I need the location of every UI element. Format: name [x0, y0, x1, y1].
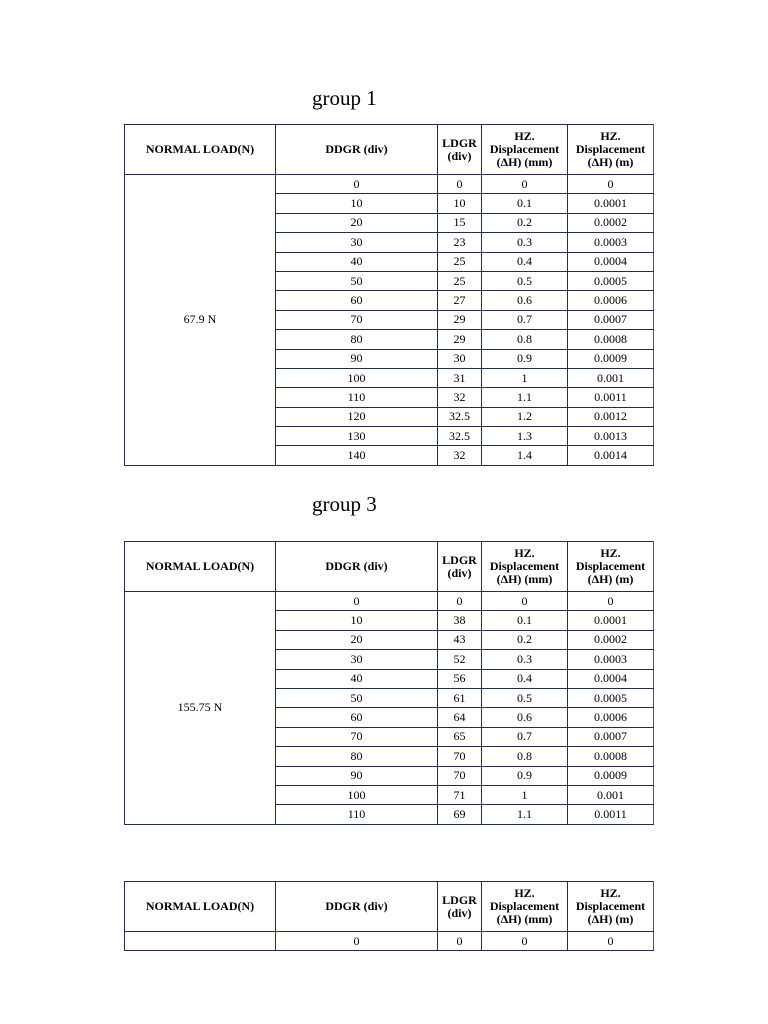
table-cell: 0	[568, 592, 654, 611]
column-header: LDGR (div)	[438, 542, 482, 592]
table-cell: 0	[438, 932, 482, 951]
table-cell: 10	[276, 611, 438, 630]
table-cell: 130	[276, 427, 438, 446]
table-cell: 0	[438, 592, 482, 611]
table-cell: 0.0002	[568, 213, 654, 232]
table-cell: 0	[482, 932, 568, 951]
table-cell: 100	[276, 785, 438, 804]
table-cell: 0	[276, 175, 438, 194]
table-cell: 0.0006	[568, 291, 654, 310]
table-cell: 0.7	[482, 310, 568, 329]
table-cell: 32	[438, 446, 482, 465]
header-row	[125, 542, 654, 592]
table-cell: 0.4	[482, 669, 568, 688]
table-cell: 1.2	[482, 407, 568, 426]
table-cell: 25	[438, 252, 482, 271]
table-cell: 0.0004	[568, 252, 654, 271]
column-header: HZ. Displacement (ΔH) (m)	[568, 542, 654, 592]
table-cell: 0.0003	[568, 233, 654, 252]
table-cell: 0.3	[482, 233, 568, 252]
table-cell: 40	[276, 252, 438, 271]
table-cell: 110	[276, 805, 438, 824]
table-cell: 1.3	[482, 427, 568, 446]
table-cell: 32.5	[438, 427, 482, 446]
table-cell: 50	[276, 688, 438, 707]
table-cell: 0.0009	[568, 766, 654, 785]
table-cell: 100	[276, 368, 438, 387]
table-cell: 0.0011	[568, 388, 654, 407]
column-header: LDGR (div)	[438, 882, 482, 932]
table-cell: 0	[568, 932, 654, 951]
table-cell: 0.0001	[568, 194, 654, 213]
table-cell: 120	[276, 407, 438, 426]
table-cell: 0	[482, 592, 568, 611]
table-cell: 1	[482, 368, 568, 387]
table-cell: 0.0003	[568, 650, 654, 669]
table-cell: 70	[438, 747, 482, 766]
table-cell: 29	[438, 310, 482, 329]
table-cell: 15	[438, 213, 482, 232]
column-header: HZ. Displacement (ΔH) (mm)	[482, 882, 568, 932]
table-cell: 0.0013	[568, 427, 654, 446]
table-cell: 0.0005	[568, 688, 654, 707]
table-cell: 0.0007	[568, 310, 654, 329]
table-cell: 0.0011	[568, 805, 654, 824]
table-cell: 38	[438, 611, 482, 630]
data-table	[124, 124, 654, 466]
table-row	[125, 592, 654, 611]
table-cell: 0.7	[482, 727, 568, 746]
table-cell: 0	[438, 175, 482, 194]
table-cell: 60	[276, 291, 438, 310]
table-cell: 0.0008	[568, 330, 654, 349]
table-cell: 0.0002	[568, 630, 654, 649]
table-cell: 80	[276, 747, 438, 766]
table-cell: 27	[438, 291, 482, 310]
table-cell: 0.2	[482, 630, 568, 649]
table-cell: 0.1	[482, 611, 568, 630]
table-cell: 0.0007	[568, 727, 654, 746]
table-cell: 0.9	[482, 349, 568, 368]
table-cell: 0	[276, 932, 438, 951]
table-cell: 0	[482, 175, 568, 194]
table-cell: 50	[276, 271, 438, 290]
table-cell: 0.9	[482, 766, 568, 785]
table-cell: 10	[276, 194, 438, 213]
header-row	[125, 882, 654, 932]
table-cell: 56	[438, 669, 482, 688]
table-cell: 71	[438, 785, 482, 804]
table-cell: 40	[276, 669, 438, 688]
column-header: HZ. Displacement (ΔH) (m)	[568, 125, 654, 175]
table-cell: 0.0008	[568, 747, 654, 766]
column-header: HZ. Displacement (ΔH) (m)	[568, 882, 654, 932]
table-cell: 1.1	[482, 388, 568, 407]
table-cell: 69	[438, 805, 482, 824]
table-cell: 0.001	[568, 785, 654, 804]
table-cell: 110	[276, 388, 438, 407]
table-cell: 140	[276, 446, 438, 465]
table-cell: 0.0009	[568, 349, 654, 368]
table-cell: 64	[438, 708, 482, 727]
column-header: DDGR (div)	[276, 882, 438, 932]
table-cell: 30	[276, 233, 438, 252]
table-cell: 0.001	[568, 368, 654, 387]
table-cell: 52	[438, 650, 482, 669]
table-cell: 0.8	[482, 747, 568, 766]
table-cell: 43	[438, 630, 482, 649]
normal-load-cell: 155.75 N	[125, 592, 276, 825]
column-header: NORMAL LOAD(N)	[125, 882, 276, 932]
table-cell: 0.0004	[568, 669, 654, 688]
table-row	[125, 175, 654, 194]
table-cell: 1	[482, 785, 568, 804]
column-header: HZ. Displacement (ΔH) (mm)	[482, 125, 568, 175]
table-cell: 0.5	[482, 688, 568, 707]
column-header: DDGR (div)	[276, 125, 438, 175]
table-cell: 29	[438, 330, 482, 349]
column-header: DDGR (div)	[276, 542, 438, 592]
table-cell: 0.5	[482, 271, 568, 290]
table-cell: 0	[568, 175, 654, 194]
table-cell: 0.4	[482, 252, 568, 271]
table-cell: 0.1	[482, 194, 568, 213]
table-cell: 61	[438, 688, 482, 707]
table-title: group 3	[312, 492, 377, 516]
table-cell: 90	[276, 766, 438, 785]
table-cell: 0.0014	[568, 446, 654, 465]
table-cell: 1.4	[482, 446, 568, 465]
table-cell: 0.6	[482, 291, 568, 310]
column-header: HZ. Displacement (ΔH) (mm)	[482, 542, 568, 592]
normal-load-cell: 67.9 N	[125, 175, 276, 466]
table-cell: 60	[276, 708, 438, 727]
table-cell: 23	[438, 233, 482, 252]
table-cell: 70	[276, 310, 438, 329]
table-cell: 0.0005	[568, 271, 654, 290]
column-header: NORMAL LOAD(N)	[125, 125, 276, 175]
table-cell: 0.6	[482, 708, 568, 727]
table-cell: 0	[276, 592, 438, 611]
table-cell: 0.0012	[568, 407, 654, 426]
table-cell: 65	[438, 727, 482, 746]
table-cell: 0.0001	[568, 611, 654, 630]
table-cell: 0.8	[482, 330, 568, 349]
table-cell: 31	[438, 368, 482, 387]
table-cell: 0.0006	[568, 708, 654, 727]
table-cell: 80	[276, 330, 438, 349]
table-cell: 32.5	[438, 407, 482, 426]
column-header: NORMAL LOAD(N)	[125, 542, 276, 592]
data-table	[124, 541, 654, 825]
table-cell: 90	[276, 349, 438, 368]
table-cell: 0.3	[482, 650, 568, 669]
table-cell: 1.1	[482, 805, 568, 824]
table-cell: 30	[438, 349, 482, 368]
table-cell: 20	[276, 630, 438, 649]
table-row	[125, 932, 654, 951]
table-cell: 32	[438, 388, 482, 407]
table-cell: 0.2	[482, 213, 568, 232]
table-title: group 1	[312, 86, 377, 110]
header-row	[125, 125, 654, 175]
table-cell: 25	[438, 271, 482, 290]
data-table	[124, 881, 654, 951]
table-cell: 70	[276, 727, 438, 746]
column-header: LDGR (div)	[438, 125, 482, 175]
table-cell: 70	[438, 766, 482, 785]
table-cell: 20	[276, 213, 438, 232]
table-cell: 30	[276, 650, 438, 669]
normal-load-cell	[125, 932, 276, 951]
table-cell: 10	[438, 194, 482, 213]
